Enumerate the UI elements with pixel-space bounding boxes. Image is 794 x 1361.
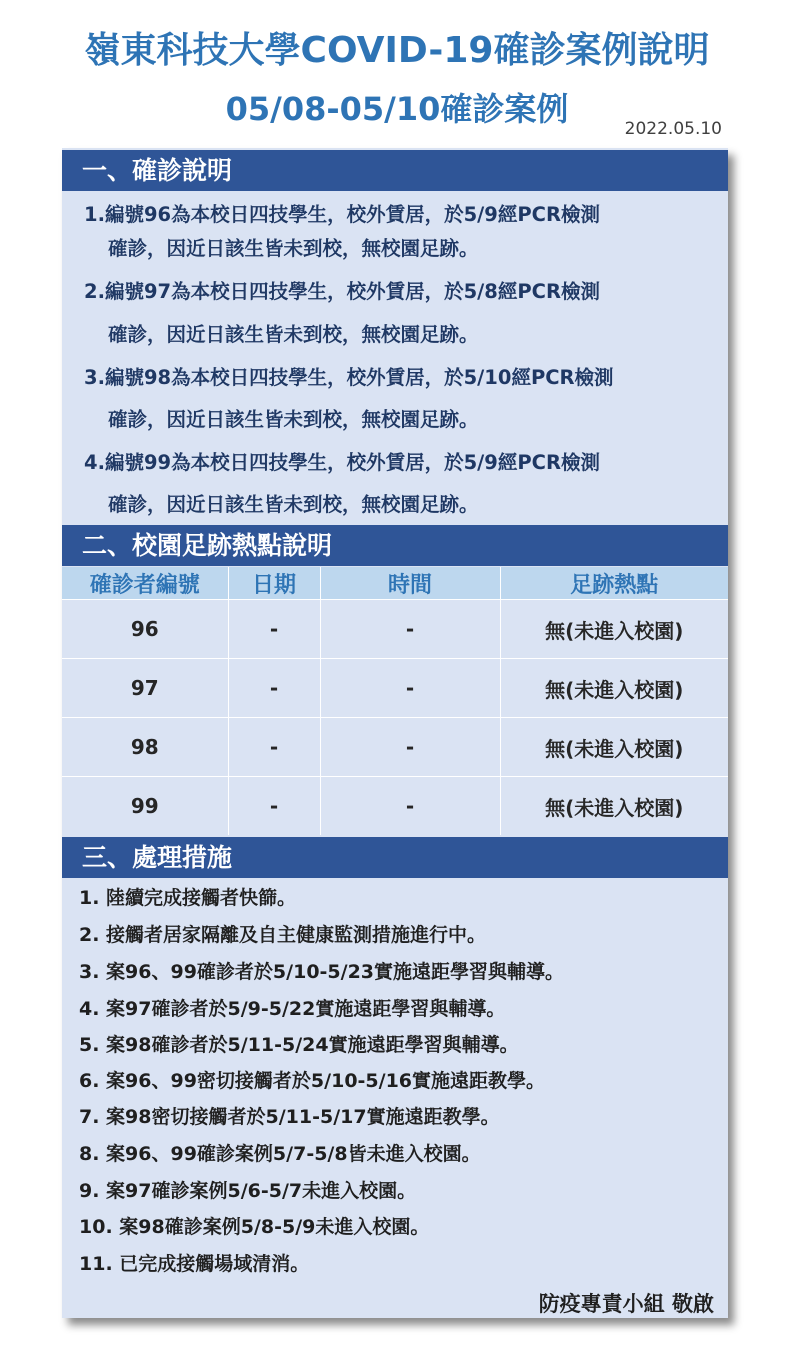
case-line: 確診，因近日該生皆未到校，無校園足跡。 [108,237,479,260]
case-line: 確診，因近日該生皆未到校，無校園足跡。 [108,323,479,346]
measure-item: 10. 案98確診案例5/8-5/9未進入校園。 [79,1216,430,1238]
cell-hotspot: 無(未進入校園) [500,659,728,718]
case-line: 4.編號99為本校日四技學生，校外賃居，於5/9經PCR檢測 [84,451,600,474]
cell-time: - [320,600,500,659]
notice-panel [62,148,728,1318]
column-header-time: 時間 [320,567,500,600]
table-row [62,659,728,718]
footprint-table [62,567,728,835]
cell-case-number: 96 [62,600,228,659]
section-heading-measures: 三、處理措施 [62,837,728,878]
page-title: 嶺東科技大學COVID-19確診案例說明 [84,30,710,71]
measure-item: 6. 案96、99密切接觸者於5/10-5/16實施遠距教學。 [79,1070,546,1092]
measure-item: 8. 案96、99確診案例5/7-5/8皆未進入校園。 [79,1143,481,1165]
measure-item: 4. 案97確診者於5/9-5/22實施遠距學習與輔導。 [79,998,506,1020]
case-line: 確診，因近日該生皆未到校，無校園足跡。 [108,408,479,431]
table-row [62,777,728,836]
cell-time: - [320,659,500,718]
measure-item: 9. 案97確診案例5/6-5/7未進入校園。 [79,1180,417,1202]
case-line: 1.編號96為本校日四技學生，校外賃居，於5/9經PCR檢測 [84,203,600,226]
cell-case-number: 99 [62,777,228,836]
section-heading-diagnosis: 一、確診說明 [62,150,728,191]
measure-item: 2. 接觸者居家隔離及自主健康監測措施進行中。 [79,924,487,946]
cell-date: - [228,600,320,659]
measure-item: 7. 案98密切接觸者於5/11-5/17實施遠距教學。 [79,1106,500,1128]
cell-time: - [320,777,500,836]
measure-item: 1. 陸續完成接觸者快篩。 [79,887,297,909]
column-header-case-number: 確診者編號 [62,567,228,600]
measure-item: 5. 案98確診者於5/11-5/24實施遠距學習與輔導。 [79,1034,519,1056]
cell-hotspot: 無(未進入校園) [500,718,728,777]
signature: 防疫專責小組 敬啟 [538,1292,714,1316]
table-row [62,600,728,659]
cell-date: - [228,777,320,836]
case-line: 確診，因近日該生皆未到校，無校園足跡。 [108,493,479,516]
publish-date: 2022.05.10 [624,119,722,139]
table-row [62,718,728,777]
page-subtitle: 05/08-05/10確診案例 [225,90,569,128]
measure-item: 3. 案96、99確診者於5/10-5/23實施遠距學習與輔導。 [79,961,565,983]
cell-case-number: 97 [62,659,228,718]
cell-hotspot: 無(未進入校園) [500,777,728,836]
cell-case-number: 98 [62,718,228,777]
table-header-row [62,567,728,600]
cell-date: - [228,659,320,718]
cell-date: - [228,718,320,777]
column-header-date: 日期 [228,567,320,600]
measure-item: 11. 已完成接觸場域清消。 [79,1253,310,1275]
column-header-hotspot: 足跡熱點 [500,567,728,600]
case-line: 3.編號98為本校日四技學生，校外賃居，於5/10經PCR檢測 [84,366,614,389]
cell-time: - [320,718,500,777]
cell-hotspot: 無(未進入校園) [500,600,728,659]
section-heading-footprint: 二、校園足跡熱點說明 [62,525,728,566]
case-line: 2.編號97為本校日四技學生，校外賃居，於5/8經PCR檢測 [84,280,600,303]
